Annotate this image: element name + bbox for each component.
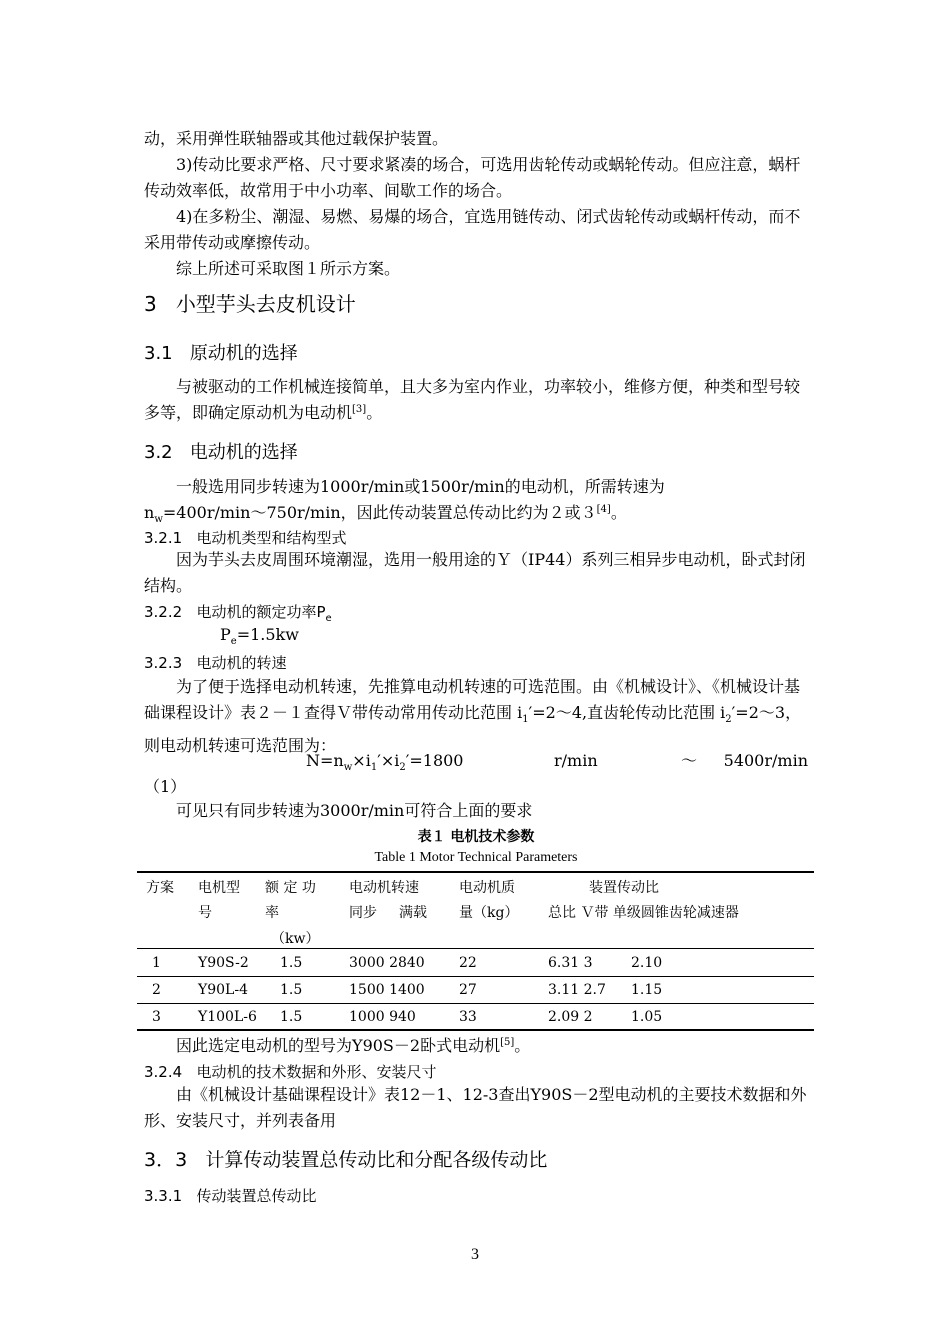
after-table-text [144, 1033, 808, 1059]
subscript: w [343, 762, 353, 774]
paragraph-3: 4)在多粉尘、潮湿、易燃、易爆的场合，宜选用链传动、闭式齿轮传动或蜗杆传动，而不采用带传动或摩擦传动。 [144, 207, 801, 252]
table-cell: Y100L-6 [198, 1009, 257, 1025]
table-cell: 1.15 [631, 982, 663, 998]
table-row-rule [137, 1003, 814, 1004]
paragraph-2: 3)传动比要求严格、尺寸要求紧凑的场合，可选用齿轮传动或蜗轮传动。但应注意，蜗杆传动效率低，故常用于中小功率、间歇工作的场合。 [144, 155, 801, 200]
table-cell: 2.09 2 [548, 1009, 593, 1025]
table-cell: 1.5 [280, 982, 303, 998]
section-title: 电动机的技术数据和外形、安装尺寸 [196, 1063, 437, 1081]
section-3-2-3-conclusion [144, 798, 808, 824]
table-header-cell: 电机型 [198, 880, 240, 896]
citation: [4] [596, 504, 611, 515]
table-cell: 1500 1400 [349, 982, 425, 998]
symbol: N=n [306, 751, 344, 770]
section-3-2-heading [144, 438, 298, 464]
table-cell: 22 [459, 955, 477, 971]
table-cell: 3000 2840 [349, 955, 425, 971]
body-text: 与被驱动的工作机械连接简单，且大多为室内作业，功率较小，维修方便，种类和型号较多等，即确定原动机为电动机 [144, 377, 801, 422]
body-text: 因此选定电动机的型号为Y90S－2卧式电动机 [176, 1036, 501, 1055]
symbol: ′×i [377, 751, 400, 770]
section-3-2-body [144, 474, 808, 533]
body-text: =400r/min～750r/min，因此传动装置总传动比约为２或３ [162, 503, 597, 522]
subscript: w [154, 514, 163, 526]
body-text: 因为芋头去皮周围环境潮湿，选用一般用途的Ｙ（IP44）系列三相异步电动机，卧式封闭结构。 [144, 550, 806, 595]
section-3-2-2-heading [144, 601, 332, 624]
section-number: 3.2.4 [144, 1063, 183, 1081]
table-cell: 1 [152, 955, 161, 971]
section-3-2-3-body [144, 674, 808, 759]
subscript: e [230, 636, 237, 648]
section-3-2-1-heading [144, 527, 347, 548]
symbol: P [220, 625, 231, 644]
body-text: 为了便于选择电动机转速，先推算电动机转速的可选范围。由《机械设计》、《机械设计基础课程设计》表２－１查得Ｖ带传动常用传动比范围 i [144, 677, 801, 722]
table-cell: 1.05 [631, 1009, 663, 1025]
table-cell: 3 [152, 1009, 161, 1025]
table-cell: 3.11 2.7 [548, 982, 606, 998]
paragraph-1: 动，采用弹性联轴器或其他过载保护装置。 [144, 129, 449, 148]
table-header-cell: 满载 [399, 905, 427, 921]
table-bottom-rule [137, 1029, 814, 1031]
equation-label: （1） [144, 777, 187, 796]
table-cell: 1.5 [280, 955, 303, 971]
section-number: 3.2.1 [144, 529, 183, 547]
section-number: 3．3 [144, 1149, 188, 1171]
body-text: ′=2～3，则电动机转速可选范围为： [144, 703, 802, 756]
table-header-cell: （kw） [271, 931, 320, 947]
table-header-cell: 量（kg） [459, 905, 519, 921]
subscript: 1 [522, 714, 529, 726]
table-cell: 2.10 [631, 955, 663, 971]
section-title: 电动机的选择 [189, 442, 298, 463]
symbol: n [144, 503, 155, 522]
subscript: e [325, 613, 332, 624]
punct: 。 [610, 503, 627, 522]
section-title: 电动机的额定功率P [196, 603, 326, 621]
table-caption-zh: 表１ 电机技术参数 [417, 829, 535, 845]
table-header-cell: 额 定 功 [265, 880, 316, 896]
section-number: 3.1 [144, 343, 173, 364]
subscript: 2 [399, 762, 406, 774]
table-cell: 6.31 3 [548, 955, 593, 971]
intro-block [144, 126, 808, 282]
value: =1.5kw [236, 625, 299, 644]
table-row-rule [137, 976, 814, 977]
section-title: 计算传动装置总传动比和分配各级传动比 [205, 1149, 548, 1171]
unit: r/min [554, 751, 598, 770]
table-cell: Y90S-2 [198, 955, 249, 971]
section-3-heading [144, 288, 356, 317]
table-cell: Y90L-4 [198, 982, 248, 998]
table-header-cell: 电动机转速 [349, 880, 419, 896]
body-text: 可见只有同步转速为3000r/min可符合上面的要求 [176, 801, 533, 820]
section-3-2-4-heading [144, 1061, 437, 1082]
section-3-2-3-heading [144, 652, 287, 673]
section-title: 传动装置总传动比 [196, 1187, 317, 1205]
body-text: ′=2～4,直齿轮传动比范围 i [528, 703, 726, 722]
table-header-cell: 电动机质 [459, 880, 515, 896]
body-text: 一般选用同步转速为1000r/min或1500r/min的电动机，所需转速为 [176, 477, 665, 496]
section-3-1-heading [144, 339, 298, 365]
section-number: 3.2.2 [144, 603, 183, 621]
table-cell: 33 [459, 1009, 477, 1025]
table-cell: 1.5 [280, 1009, 303, 1025]
section-3-2-1-body [144, 547, 808, 599]
symbol: ×i [352, 751, 371, 770]
body-text: 由《机械设计基础课程设计》表12－1、12-3查出Y90S－2型电动机的主要技术数据和外形、安装尺寸，并列表备用 [144, 1085, 807, 1130]
section-3-1-body [144, 374, 808, 426]
section-title: 电动机类型和结构型式 [196, 529, 347, 547]
table-header-cell: 率 [265, 905, 279, 921]
section-number: 3.2.3 [144, 654, 183, 672]
citation: [3] [352, 404, 367, 415]
table-top-rule [137, 871, 814, 873]
table-cell: 27 [459, 982, 477, 998]
section-3-3-heading [144, 1145, 547, 1172]
subscript: 2 [725, 714, 732, 726]
table-header-cell: 装置传动比 [589, 880, 659, 896]
section-title: 小型芋头去皮机设计 [175, 292, 356, 316]
table-cell: 1000 940 [349, 1009, 416, 1025]
rated-power-formula [220, 622, 520, 655]
page-number: 3 [471, 1246, 479, 1263]
table-header-cell: 同步 [349, 905, 377, 921]
value: ′=1800 [405, 751, 464, 770]
paragraph-4: 综上所述可采取图１所示方案。 [176, 259, 401, 278]
table-header-rule [137, 948, 814, 949]
section-3-3-1-heading [144, 1185, 317, 1206]
subscript: 1 [370, 762, 378, 774]
table-header-cell: 方案 [146, 880, 174, 896]
section-3-2-4-body [144, 1082, 808, 1134]
section-title: 原动机的选择 [189, 343, 298, 364]
punct: 。 [514, 1036, 531, 1055]
value: 5400r/min [723, 751, 808, 770]
section-number: 3.3.1 [144, 1187, 183, 1205]
section-number: 3.2 [144, 442, 173, 463]
punct: 。 [366, 403, 383, 422]
table-header-cell: 总比 Ｖ带 单级圆锥齿轮减速器 [548, 905, 739, 921]
symbol: ～ [681, 751, 698, 770]
table-header-cell: 号 [198, 905, 212, 921]
table-caption-en: Table 1 Motor Technical Parameters [374, 850, 578, 865]
section-title: 电动机的转速 [196, 654, 287, 672]
section-number: 3 [144, 292, 157, 316]
citation: [5] [500, 1037, 515, 1048]
table-cell: 2 [152, 982, 161, 998]
